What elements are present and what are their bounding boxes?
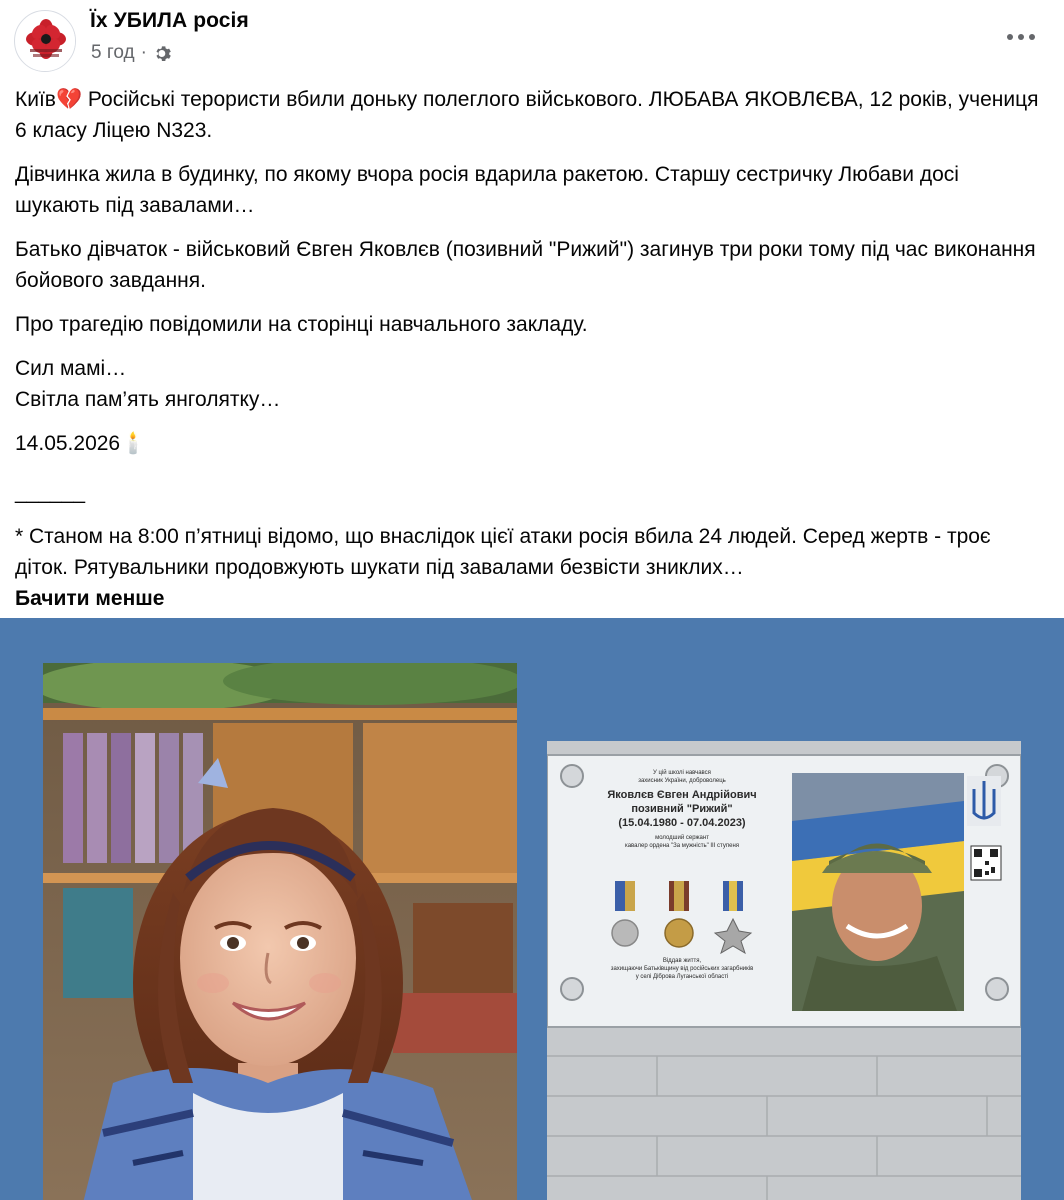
photo-memorial-plaque[interactable] [547, 741, 1021, 1200]
post-paragraph: Дівчинка жила в будинку, по якому вчора росія вдарила ракетою. Старшу сестричку Любави досі шукають під завалами… [15, 163, 959, 217]
plaque-callsign: позивний "Рижий" [631, 803, 733, 815]
poppy-logo [15, 11, 76, 72]
plaque-intro-2: захисник України, доброволець [638, 778, 726, 784]
girl-portrait-image [43, 663, 517, 1200]
page-avatar[interactable] [14, 10, 76, 72]
post-time[interactable]: 5 год [91, 42, 135, 63]
post-paragraph: Батько дівчаток - військовий Євген Яковлєв (позивний "Рижий") загинув три роки тому під час виконання бойового завдання. [15, 238, 1036, 292]
post-paragraph: Київ💔 Російські терористи вбили доньку полеглого військового. ЛЮБАВА ЯКОВЛЄВА, 12 років, учениця 6 класу Ліцею N323. [15, 88, 1039, 142]
plaque-bottom-1: Віддав життя, [662, 958, 702, 964]
post-paragraph: Про трагедію повідомили на сторінці навчального закладу. [15, 313, 588, 336]
plaque-dates: (15.04.1980 - 07.04.2023) [618, 817, 746, 829]
footnote-text: * Станом на 8:00 п’ятниці відомо, що внаслідок цієї атаки росія вбила 24 людей. Серед жертв - троє діток. Рятувальники продовжують шукати під завалами безвісти зниклих… [15, 525, 991, 579]
plaque-text [577, 769, 787, 850]
photo-girl[interactable] [43, 663, 517, 1200]
plaque-rank: молодший сержант [655, 835, 709, 841]
see-less-button[interactable]: Бачити менше [15, 587, 165, 610]
plaque-name: Яковлєв Євген Андрійович [607, 789, 757, 801]
plaque-intro-1: У цій школі навчався [653, 770, 711, 776]
post-media[interactable] [0, 618, 1064, 1200]
plaque-bottom-3: у селі Діброва Луганської області [635, 974, 729, 980]
plaque-award: кавалер ордена "За мужність" III ступеня [624, 843, 740, 849]
post-header [0, 0, 1064, 80]
condolence-line: Сил мамі… [15, 357, 127, 380]
plaque-bottom-text [577, 957, 787, 981]
more-options-button[interactable] [1004, 22, 1038, 52]
page-name[interactable]: Їх УБИЛА росія [90, 9, 249, 32]
post-footnote [15, 521, 1045, 614]
post-date: 14.05.2026🕯️ [15, 432, 147, 455]
post-body [15, 84, 1045, 614]
more-dots-icon [1006, 33, 1036, 41]
post-meta [91, 42, 172, 64]
plaque-bottom-2: захищаючи Батьківщину від російських загарбників [610, 966, 754, 972]
gear-icon[interactable] [153, 44, 172, 63]
meta-separator: · [140, 42, 147, 63]
post-paragraph [15, 353, 1045, 415]
text-divider: ______ [15, 481, 86, 504]
memory-line: Світла пам’ять янголятку… [15, 388, 281, 411]
